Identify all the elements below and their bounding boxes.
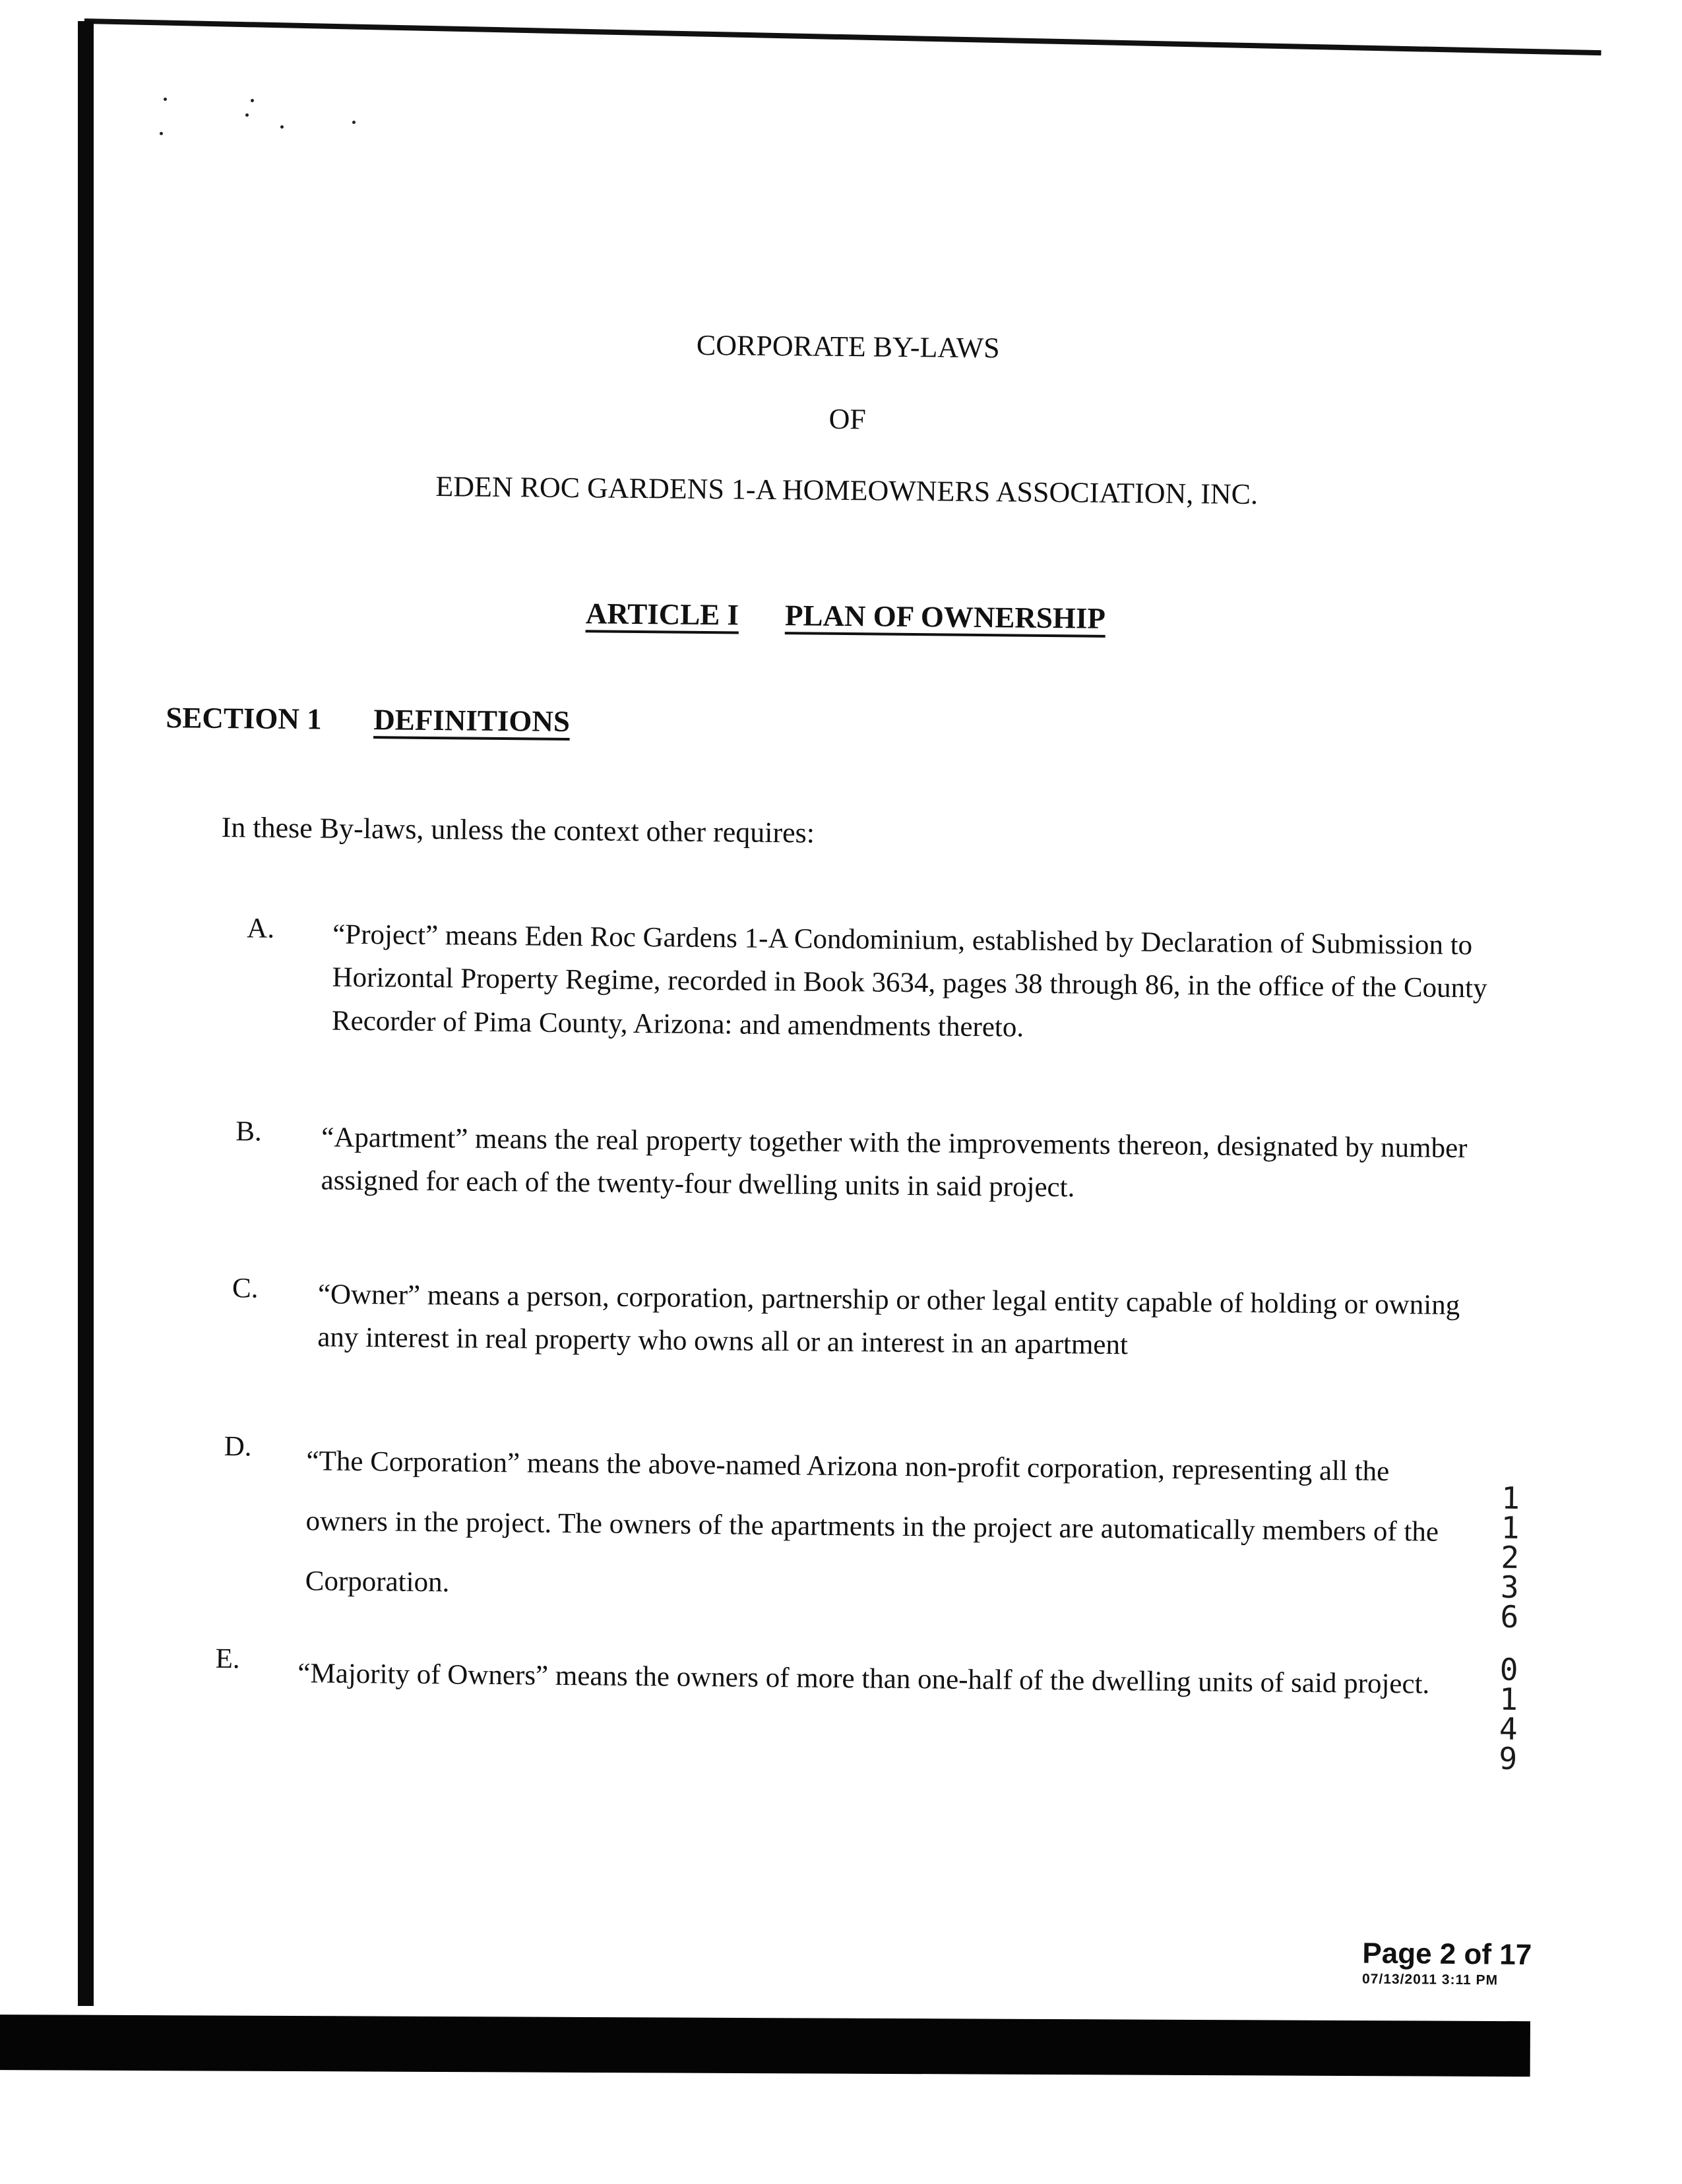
definition-letter: A. <box>247 913 275 944</box>
definition-text: “Apartment” means the real property together with the improvements thereon, designated by number assigned for each of the twenty-four dwelling units in said project. <box>321 1122 1468 1203</box>
recording-digit: 9 <box>1499 1740 1518 1776</box>
recording-digit: 0 <box>1499 1651 1518 1687</box>
recording-digit: 1 <box>1501 1509 1520 1546</box>
document-title-line1: CORPORATE BY-LAWS <box>696 328 1000 365</box>
article-number: ARTICLE I <box>585 597 739 632</box>
article-title: PLAN OF OWNERSHIP <box>784 599 1106 635</box>
section-heading <box>166 700 570 739</box>
print-timestamp: 07/13/2011 3:11 PM <box>1361 1971 1499 1988</box>
definition-letter: D. <box>224 1431 252 1463</box>
article-heading <box>5 591 1682 641</box>
recording-number-stamp <box>1495 1480 1524 1776</box>
document-title-line2: OF <box>828 402 867 436</box>
recording-digit: 1 <box>1501 1480 1520 1516</box>
definition-letter: C. <box>232 1273 259 1304</box>
definition-text: “Owner” means a person, corporation, partnership or other legal entity capable of holding or owning any interest in real property who owns all or an interest in an apartment <box>317 1279 1460 1361</box>
recording-digit: 1 <box>1499 1681 1518 1717</box>
definition-letter: B. <box>235 1116 262 1147</box>
section-number: SECTION 1 <box>166 701 322 736</box>
document-title-line3: EDEN ROC GARDENS 1-A HOMEOWNERS ASSOCIATION, INC. <box>435 470 1259 511</box>
intro-paragraph: In these By-laws, unless the context other requires: <box>221 810 815 849</box>
definition-text: “The Corporation” means the above-named Arizona non-profit corporation, representing all the owners in the project. The owners of the apartments in the project are automatically members of the Corporation. <box>305 1445 1439 1598</box>
recording-digit: 2 <box>1501 1539 1520 1575</box>
definition-text: “Majority of Owners” means the owners of more than one-half of the dwelling units of said project. <box>297 1658 1430 1700</box>
recording-digit: 3 <box>1500 1569 1519 1605</box>
recording-digit: 4 <box>1499 1711 1518 1747</box>
section-title: DEFINITIONS <box>373 703 571 739</box>
page-footer <box>1362 1937 1532 1989</box>
definition-letter: E. <box>215 1643 240 1675</box>
page-number: Page 2 of 17 <box>1362 1937 1532 1972</box>
recording-digit: 6 <box>1500 1598 1519 1635</box>
definition-text: “Project” means Eden Roc Gardens 1-A Condominium, established by Declaration of Submission to Horizontal Property Regime, recorded in Book 3634, pages 38 through 86, in the office of the County Recorder of Pima County, Arizona: and amendments thereto. <box>331 919 1487 1043</box>
